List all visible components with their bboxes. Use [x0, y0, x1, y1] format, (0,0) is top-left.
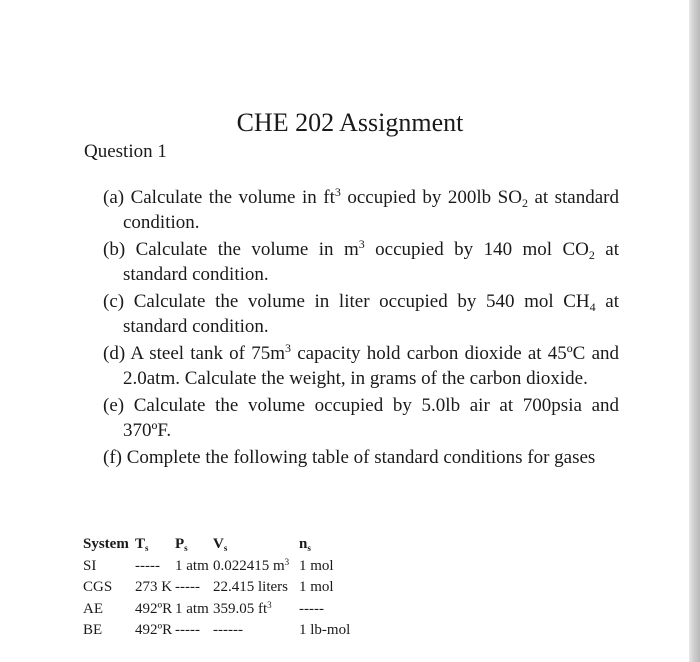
table-cell: BE [83, 622, 103, 638]
table-cell: ----- [135, 557, 160, 574]
table-cell: CGS [83, 579, 113, 595]
table-cell: 1 mol [299, 579, 334, 595]
document-title: CHE 202 Assignment [236, 108, 464, 137]
question-item: (c) Calculate the volume in liter occupied by 540 mol $CH_4$ at standard condition. [103, 291, 619, 337]
table-cell: 492ºR [135, 600, 173, 617]
question-item: (a) Calculate the volume in $ft^3$ occupied by 200lb $SO_2$ at standard condition. [103, 185, 619, 233]
table-header-cell: System [83, 536, 129, 552]
table-cell: 0.022415 $m^3$ [213, 556, 290, 574]
item-label: (c) [103, 291, 134, 312]
item-label: (e) [103, 395, 134, 416]
item-label: (b) [103, 239, 136, 260]
item-label: (d) [103, 343, 131, 364]
question-item: (b) Calculate the volume in $m^3$ occupied by 140 mol $CO_2$ at standard condition. [103, 237, 620, 285]
subscript: 2 [588, 248, 595, 262]
item-label: (a) [103, 187, 131, 208]
superscript: 3 [285, 341, 292, 355]
question-item: (d) A steel tank of $75m^3$ capacity hold carbon dioxide at 45ºC and 2.0atm. Calculate the weight, in grams of the carbon dioxide. [103, 341, 619, 389]
question-label: Question 1 [84, 141, 167, 162]
table-cell: 273 K [135, 579, 173, 595]
table-header-cell: $T_s$ [135, 536, 149, 553]
question-item: (f) Complete the following table of standard conditions for gases [103, 447, 596, 468]
subscript: s [184, 543, 188, 553]
superscript: 3 [284, 556, 290, 567]
subscript: s [223, 543, 228, 553]
subscript: s [145, 543, 149, 553]
table-header-cell: $V_s$ [213, 536, 228, 553]
table-cell: 492ºR [135, 622, 173, 638]
superscript: 3 [267, 599, 272, 610]
table-cell: 359.05 $ft^3$ [213, 599, 272, 617]
table-cell: SI [83, 557, 97, 574]
item-label: (f) [103, 447, 127, 468]
table-cell: 1 mol [299, 557, 334, 574]
page-edge-shadow [689, 0, 700, 662]
subscript: s [307, 543, 311, 553]
table-cell: 22.415 liters [213, 579, 288, 595]
table-cell: 1 atm [175, 557, 209, 574]
table-cell: 1 atm [175, 600, 209, 617]
subscript: 2 [521, 196, 528, 210]
superscript: 3 [358, 237, 365, 251]
table-cell: 1 lb-mol [299, 622, 351, 638]
table-header-cell: $P_s$ [175, 536, 188, 553]
table-header-cell: $n_s$ [299, 536, 311, 553]
table-cell: ----- [175, 579, 200, 595]
question-item: (e) Calculate the volume occupied by 5.0lb air at 700psia and 370ºF. [103, 395, 619, 441]
subscript: 4 [589, 300, 596, 314]
question-list [103, 186, 619, 474]
table-cell: ------ [213, 622, 243, 638]
table-cell: AE [83, 600, 103, 617]
superscript: 3 [334, 185, 341, 199]
table-cell: ----- [175, 622, 200, 638]
table-cell: ----- [299, 600, 324, 617]
